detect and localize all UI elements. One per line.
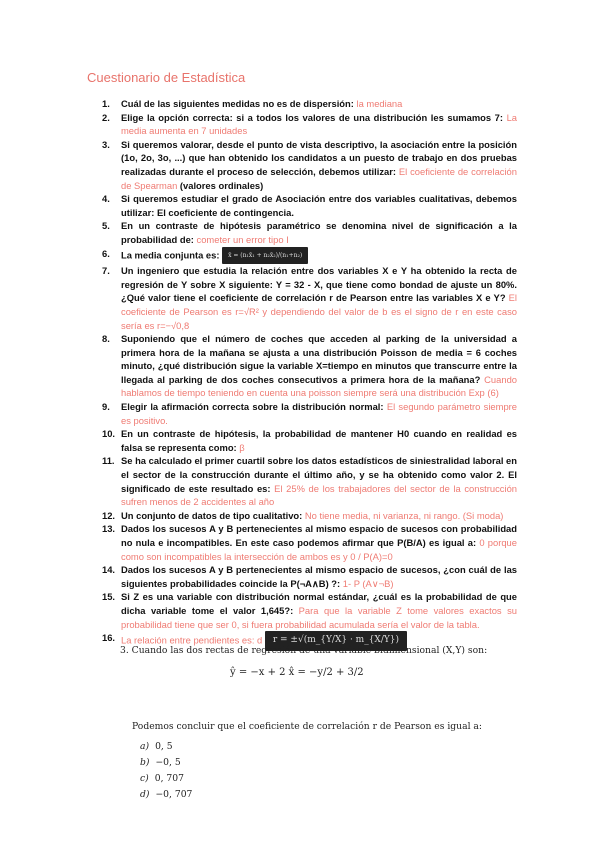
answer-text: 0 porque como son incompatibles la intersección de ambos es y 0 / P(A)=0 bbox=[121, 537, 517, 562]
page-title: Cuestionario de Estadística bbox=[87, 70, 246, 85]
question-list bbox=[72, 97, 517, 651]
question-number: 3. bbox=[102, 138, 110, 150]
question-item bbox=[72, 264, 517, 332]
option-value: −0, 5 bbox=[155, 757, 181, 768]
answer-text: La media aumenta en 7 unidades bbox=[121, 111, 517, 137]
question-text: Dados los sucesos A y B pertenecientes al mismo espacio de sucesos, ¿con cuál de las siguientes probabilidades coincide la P(¬A∧B) ?: bbox=[121, 564, 517, 589]
question-item bbox=[72, 454, 517, 508]
question-text: Suponiendo que el número de coches que acceden al parking de la universidad a primera hora de la mañana se ajusta a una distribución Poisson de media = 6 coches minuto, ¿qué distribución sigue la variable X=tiempo en minutos que transcurre entre la llegada al parking de dos coches consecutivos a primera hora de la mañana? bbox=[121, 333, 517, 385]
question-text: Si queremos valorar, desde el punto de vista descriptivo, la asociación entre la posición (1o, 2o, 3o, ...) que han obtenido los candidatos a un puesto de trabajo en dos pruebas realizadas durante el proceso de selección, debemos utilizar: bbox=[121, 138, 517, 177]
question-text: Si Z es una variable con distribución normal estándar, ¿cuál es la probabilidad de que dicha variable tome el valor 1,645?: bbox=[121, 591, 517, 616]
question-number: 14. bbox=[102, 564, 116, 576]
question-number: 8. bbox=[102, 333, 110, 345]
question-text: Un ingeniero que estudia la relación entre dos variables X e Y ha obtenido la recta de regresión de Y sobre X siguiente: Y = 32 - X, que tiene como bondad de ajuste un 80%. ¿Qué valor tiene el coeficiente de correlación r de Pearson entre las variables X e Y? bbox=[121, 265, 517, 304]
option-value: 0, 5 bbox=[155, 741, 173, 752]
question-item bbox=[72, 563, 517, 590]
option-label: b) bbox=[140, 757, 150, 768]
answer-text: El 25% de los trabajadores del sector de la construcción sufren menos de 2 accidentes al año bbox=[121, 482, 517, 508]
question-text: Si queremos estudiar el grado de Asociación entre dos variables cualitativas, debemos utilizar: El coeficiente de contingencia. bbox=[121, 193, 517, 218]
answer-option bbox=[140, 789, 192, 805]
question-number: 13. bbox=[102, 523, 116, 535]
question-item bbox=[72, 332, 517, 400]
question-number: 4. bbox=[102, 193, 110, 205]
option-value: 0, 707 bbox=[154, 773, 184, 784]
formula-image: r = ±√(m_{Y/X} · m_{X/Y}) bbox=[265, 631, 407, 651]
answer-text: El segundo parámetro siempre es positivo. bbox=[121, 401, 517, 426]
question-item bbox=[72, 400, 517, 427]
question-text: Un conjunto de datos de tipo cualitativo: bbox=[121, 509, 303, 521]
question-item bbox=[72, 427, 517, 454]
question-number: 10. bbox=[102, 428, 116, 440]
option-label: a) bbox=[140, 741, 150, 752]
question-number: 12. bbox=[102, 509, 116, 521]
regression-equations: ŷ = −x + 2 x̂ = −y/2 + 3/2 bbox=[230, 667, 364, 678]
question-item bbox=[72, 97, 517, 111]
question-item bbox=[72, 138, 517, 192]
question-number: 11. bbox=[102, 455, 115, 467]
option-label: d) bbox=[140, 789, 150, 800]
question-item bbox=[72, 192, 517, 219]
answer-text: Para que la variable Z tome valores exactos su probabilidad tiene que ser 0, si fuera probabilidad acumulada sería el valor de la tabla. bbox=[121, 604, 517, 630]
answer-note: (valores ordinales) bbox=[179, 179, 264, 191]
question-number: 6. bbox=[102, 247, 110, 259]
answer-text: 1- P (A∨¬B) bbox=[342, 577, 394, 589]
question-number: 16. bbox=[102, 632, 116, 644]
question-item bbox=[72, 247, 517, 265]
answer-text: Cuando hablamos de tiempo teniendo en cuenta una poisson siempre será una distribución Exp (6) bbox=[121, 373, 517, 399]
exercise-statement: 3. Cuando las dos rectas de regresión de una variable bidimensional (X,Y) son: bbox=[120, 645, 488, 656]
question-number: 1. bbox=[102, 98, 110, 109]
answer-text: cometer un error tipo I bbox=[196, 233, 289, 245]
question-item bbox=[72, 219, 517, 246]
question-number: 15. bbox=[102, 591, 116, 603]
question-text: Elige la opción correcta: si a todos los valores de una distribución les sumamos 7: bbox=[121, 111, 504, 123]
exercise-conclusion: Podemos concluir que el coeficiente de correlación r de Pearson es igual a: bbox=[132, 721, 482, 732]
question-number: 7. bbox=[102, 265, 110, 277]
question-text: Se ha calculado el primer cuartil sobre los datos estadísticos de siniestralidad laboral en el sector de la construcción durante el último año, y se ha obtenido como valor 2. El significado de este resultado es: bbox=[121, 455, 517, 494]
question-text: En un contraste de hipótesis, la probabilidad de mantener H0 cuando en realidad es falsa se representa como: bbox=[121, 428, 517, 453]
answer-text: La relación entre pendientes es: d bbox=[121, 634, 263, 646]
answer-text: El coeficiente de Pearson es r=√R² y dependiendo del valor de b es el signo de r en este caso sería es r=−√0,8 bbox=[121, 292, 517, 331]
answer-text: β bbox=[239, 441, 245, 453]
question-number: 5. bbox=[102, 220, 110, 232]
formula-image: x̄ = (n₁x̄₁ + n₂x̄₂)/(n₁+n₂) bbox=[222, 247, 308, 265]
answer-option bbox=[140, 741, 192, 757]
question-text: Dados los sucesos A y B pertenecientes al mismo espacio de sucesos con probabilidad no nula e incompatibles. En este caso podemos afirmar que P(B/A) es igual a: bbox=[121, 523, 517, 548]
question-number: 9. bbox=[102, 401, 110, 413]
question-item bbox=[72, 509, 517, 523]
answer-text: No tiene media, ni varianza, ni rango. (Si moda) bbox=[304, 509, 504, 521]
question-text: Elegir la afirmación correcta sobre la distribución normal: bbox=[121, 401, 384, 413]
answer-options bbox=[140, 741, 192, 805]
question-number: 2. bbox=[102, 111, 110, 123]
question-item bbox=[72, 111, 517, 138]
question-text: En un contraste de hipótesis paramétrico se denomina nivel de significación a la probabilidad de: bbox=[121, 220, 517, 245]
answer-text: El coeficiente de correlación de Spearman bbox=[121, 165, 517, 191]
question-text: La media conjunta es: bbox=[121, 248, 220, 260]
option-value: −0, 707 bbox=[155, 789, 193, 800]
answer-option bbox=[140, 757, 192, 773]
option-label: c) bbox=[140, 773, 149, 784]
question-item bbox=[72, 590, 517, 631]
question-text: Cuál de las siguientes medidas no es de dispersión: bbox=[121, 98, 354, 109]
answer-text: la mediana bbox=[356, 98, 403, 109]
answer-option bbox=[140, 773, 192, 789]
question-item bbox=[72, 522, 517, 563]
